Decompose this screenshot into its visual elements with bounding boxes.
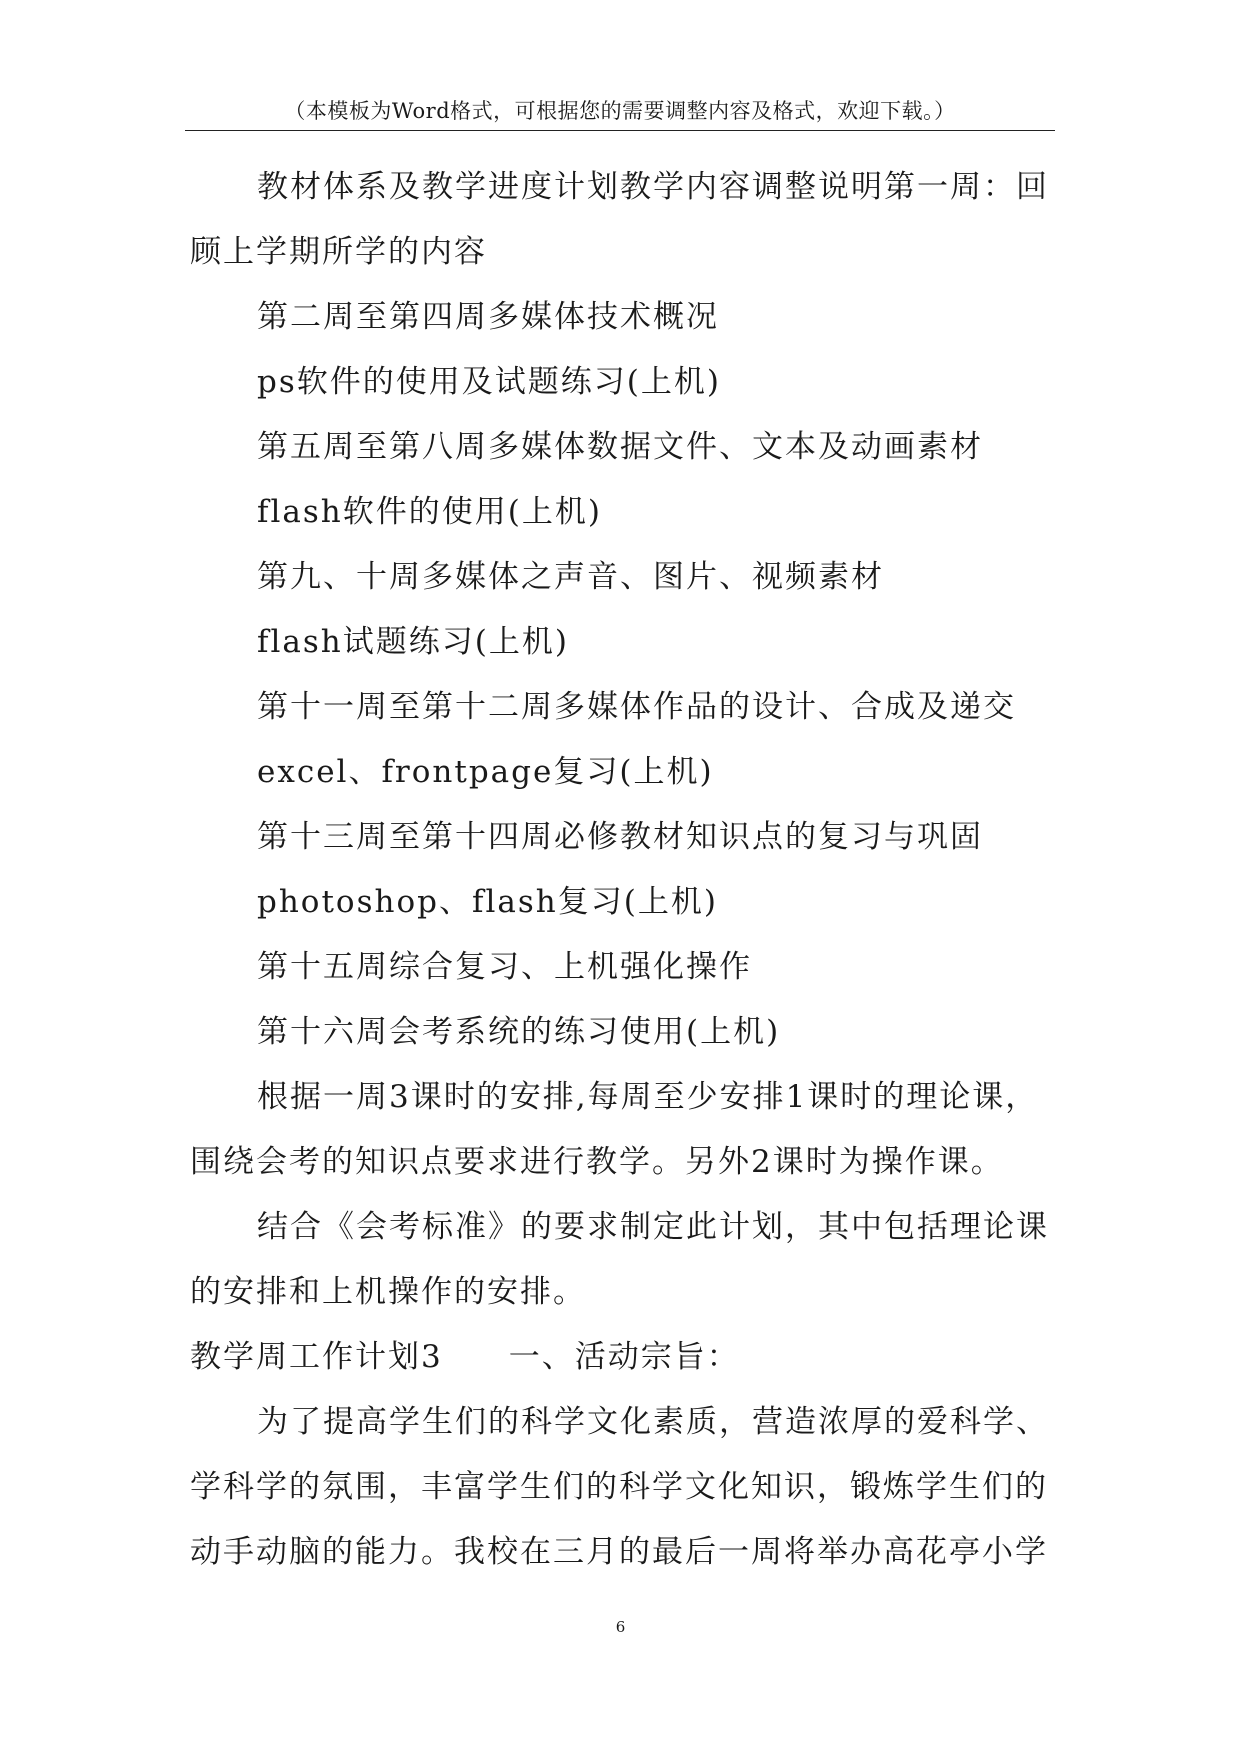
paragraph: excel、frontpage复习(上机) [257,754,714,790]
section-heading: 教学周工作计划3 一、活动宗旨： [190,1339,740,1375]
paragraph: 结合《会考标准》的要求制定此计划，其中包括理论课的安排和上机操作的安排。 [190,1209,1049,1310]
paragraph: 为了提高学生们的科学文化素质，营造浓厚的爱科学、学科学的氛围，丰富学生们的科学文化知识，锻炼学生们的动手动脑的能力。我校在三月的最后一周将举办高花亭小学 [190,1404,1049,1570]
paragraph: 第十六周会考系统的练习使用(上机) [257,1014,781,1050]
paragraph: 第九、十周多媒体之声音、图片、视频素材 [257,559,884,595]
paragraph: flash软件的使用(上机) [257,494,602,530]
paragraph: 第十一周至第十二周多媒体作品的设计、合成及递交 [257,689,1016,725]
paragraph: 根据一周3课时的安排,每周至少安排1课时的理论课，围绕会考的知识点要求进行教学。另外2课时为操作课。 [190,1079,1039,1180]
paragraph: 第十五周综合复习、上机强化操作 [257,949,752,985]
paragraph: flash试题练习(上机) [257,624,569,660]
page-number: 6 [615,1618,626,1636]
document-body [190,155,1060,1585]
paragraph: 第二周至第四周多媒体技术概况 [257,299,719,335]
template-note-header: （本模板为Word格式，可根据您的需要调整内容及格式，欢迎下载。） [284,99,956,123]
paragraph: photoshop、flash复习(上机) [257,884,718,920]
header-divider [185,130,1055,131]
paragraph: 教材体系及教学进度计划教学内容调整说明第一周：回顾上学期所学的内容 [190,169,1049,270]
paragraph: ps软件的使用及试题练习(上机) [257,364,721,400]
paragraph: 第十三周至第十四周必修教材知识点的复习与巩固 [257,819,983,855]
paragraph: 第五周至第八周多媒体数据文件、文本及动画素材 [257,429,983,465]
